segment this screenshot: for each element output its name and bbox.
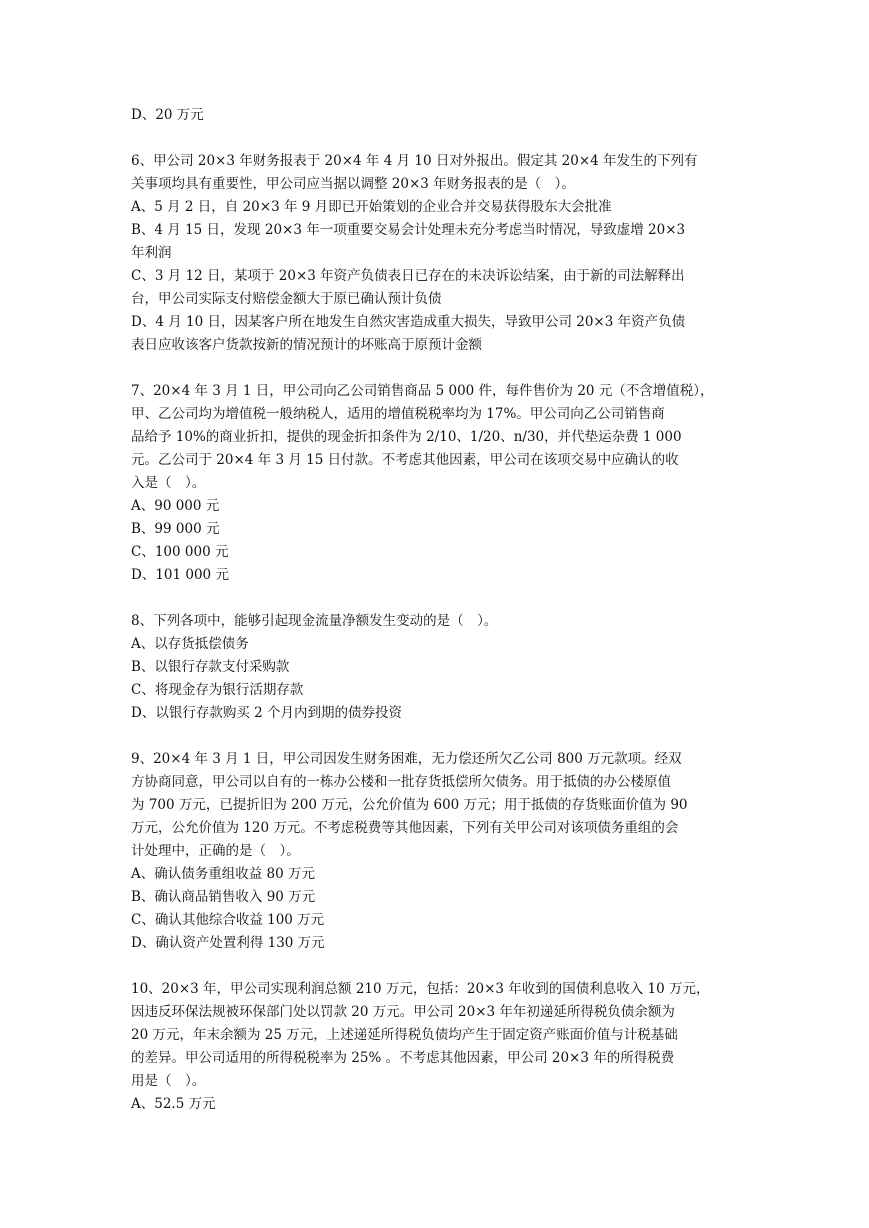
stem-line: 9、20×4 年 3 月 1 日，甲公司因发生财务困难，无力偿还所欠乙公司 800 万元款项。经双	[131, 751, 682, 767]
stem-line: 用是（ ）。	[131, 1073, 206, 1089]
option-d-cont: 表日应收该客户货款按新的情况预计的坏账高于原预计金额	[131, 337, 482, 353]
option-b: B、以银行存款支付采购款	[131, 659, 290, 675]
exam-content	[131, 104, 771, 1116]
option-c: C、确认其他综合收益 100 万元	[131, 912, 325, 928]
option-d: D、4 月 10 日，因某客户所在地发生自然灾害造成重大损失，导致甲公司 20×3 年资产负债	[131, 314, 686, 330]
question-10	[131, 978, 771, 1116]
option-b: B、4 月 15 日，发现 20×3 年一项重要交易会计处理未充分考虑当时情况，导致虚增 20×3	[131, 222, 686, 238]
option-d: D、以银行存款购买 2 个月内到期的债券投资	[131, 705, 402, 721]
question-7	[131, 380, 771, 587]
question-8	[131, 610, 771, 725]
question-stem	[131, 610, 771, 633]
option-b: B、99 000 元	[131, 521, 220, 537]
stem-line: 7、20×4 年 3 月 1 日，甲公司向乙公司销售商品 5 000 件，每件售价为 20 元（不含增值税），	[131, 383, 714, 399]
stem-line: 因违反环保法规被环保部门处以罚款 20 万元。甲公司 20×3 年年初递延所得税负债余额为	[131, 1004, 675, 1020]
question-stem	[131, 978, 771, 1093]
question-6	[131, 150, 771, 357]
prev-question-option: D、20 万元	[131, 107, 204, 123]
option-c: C、3 月 12 日，某项于 20×3 年资产负债表日已存在的未决诉讼结案，由于新的司法解释出	[131, 268, 685, 284]
stem-line: 品给予 10%的商业折扣，提供的现金折扣条件为 2/10、1/20、n/30，并代垫运杂费 1 000	[131, 429, 682, 445]
option-d: D、101 000 元	[131, 567, 229, 583]
option-b: B、确认商品销售收入 90 万元	[131, 889, 316, 905]
stem-line: 入是（ ）。	[131, 475, 206, 491]
option-a: A、52.5 万元	[131, 1096, 216, 1112]
stem-line: 关事项均具有重要性，甲公司应当据以调整 20×3 年财务报表的是（ ）。	[131, 176, 575, 192]
stem-line: 元。乙公司于 20×4 年 3 月 15 日付款。不考虑其他因素，甲公司在该项交易中应确认的收	[131, 452, 679, 468]
option-a: A、5 月 2 日，自 20×3 年 9 月即已开始策划的企业合并交易获得股东大会批准	[131, 199, 612, 215]
stem-line: 为 700 万元，已提折旧为 200 万元，公允价值为 600 万元；用于抵债的存货账面价值为 90	[131, 797, 688, 813]
stem-line: 8、下列各项中，能够引起现金流量净额发生变动的是（ ）。	[131, 613, 498, 629]
stem-line: 甲、乙公司均为增值税一般纳税人，适用的增值税税率均为 17%。甲公司向乙公司销售商	[131, 406, 665, 422]
option-b-cont: 年利润	[131, 245, 172, 261]
option-a: A、90 000 元	[131, 498, 220, 514]
stem-line: 万元，公允价值为 120 万元。不考虑税费等其他因素，下列有关甲公司对该项债务重组的会	[131, 820, 679, 836]
stem-line: 的差异。甲公司适用的所得税税率为 25% 。不考虑其他因素，甲公司 20×3 年的所得税费	[131, 1050, 675, 1066]
option-c: C、将现金存为银行活期存款	[131, 682, 304, 698]
stem-line: 计处理中，正确的是（ ）。	[131, 843, 300, 859]
question-stem	[131, 380, 771, 495]
question-stem	[131, 150, 771, 196]
stem-line: 方协商同意，甲公司以自有的一栋办公楼和一批存货抵偿所欠债务。用于抵债的办公楼原值	[131, 774, 671, 790]
stem-line: 6、甲公司 20×3 年财务报表于 20×4 年 4 月 10 日对外报出。假定其 20×4 年发生的下列有	[131, 153, 698, 169]
question-9	[131, 748, 771, 955]
option-a: A、以存货抵偿债务	[131, 636, 249, 652]
question-stem	[131, 748, 771, 863]
option-c-cont: 台，甲公司实际支付赔偿金额大于原已确认预计负债	[131, 291, 442, 307]
option-a: A、确认债务重组收益 80 万元	[131, 866, 316, 882]
stem-line: 20 万元，年末余额为 25 万元，上述递延所得税负债均产生于固定资产账面价值与计税基础	[131, 1027, 678, 1043]
stem-line: 10、20×3 年，甲公司实现利润总额 210 万元，包括：20×3 年收到的国债利息收入 10 万元，	[131, 981, 710, 997]
option-c: C、100 000 元	[131, 544, 229, 560]
option-d: D、确认资产处置利得 130 万元	[131, 935, 325, 951]
